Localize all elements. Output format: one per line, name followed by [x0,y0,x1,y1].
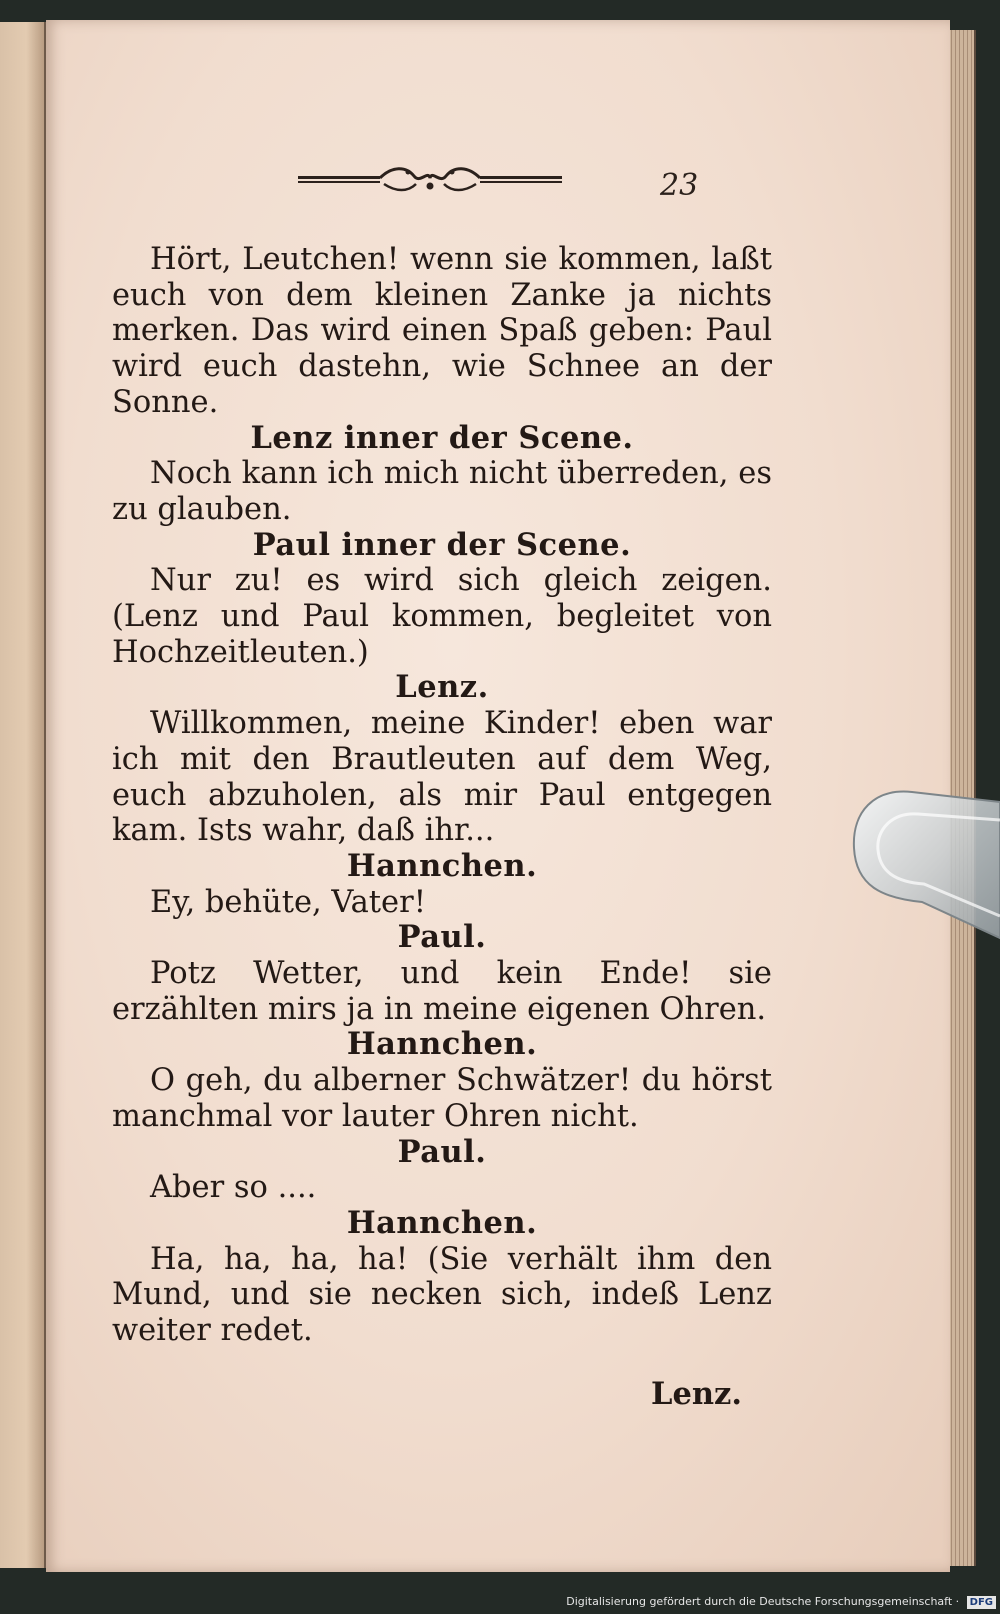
credit-text: Digitalisierung gefördert durch die Deutsche Forschungsgemeinschaft [566,1595,953,1608]
text-paragraph: Ha, ha, ha, ha! (Sie verhält ihm den Mund, und sie necken sich, indeß Lenz weiter redet. [112,1241,772,1349]
catchword: Lenz. [651,1375,742,1412]
page-number: 23 [660,168,699,203]
text-paragraph: Willkommen, meine Kinder! eben war ich mit den Brautleuten auf dem Weg, euch abzuholen, als mir Paul entgegen kam. Ists wahr, daß ihr... [112,706,772,849]
text-paragraph: Ey, behüte, Vater! [150,884,426,920]
text-paragraph: Potz Wetter, und kein Ende! sie erzählten mirs ja in meine eigenen Ohren. [112,956,772,1027]
speaker-heading: Hannchen. [346,847,538,884]
speaker-heading: Lenz. [395,669,489,706]
speaker-heading: Paul inner der Scene. [252,526,632,563]
speaker-heading: Paul. [397,1133,487,1170]
left-facing-page [0,22,46,1568]
text-paragraph: O geh, du alberner Schwätzer! du hörst manchmal vor lauter Ohren nicht. [112,1063,772,1134]
text-paragraph: Nur zu! es wird sich gleich zeigen. (Lenz und Paul kommen, begleitet von Hochzeitleuten.) [112,563,772,670]
dfg-logo: DFG [967,1596,996,1609]
page-text [112,242,772,1413]
book-page [46,20,950,1572]
speaker-heading: Hannchen. [346,1026,538,1063]
speaker-heading: Hannchen. [346,1204,538,1241]
page-clip-icon [852,790,1000,940]
speaker-heading: Paul. [397,919,487,956]
digitization-credit: Digitalisierung gefördert durch die Deutsche Forschungsgemeinschaft · DFG [560,1592,996,1612]
text-paragraph: Hört, Leutchen! wenn sie kommen, laßt euch von dem kleinen Zanke ja nichts merken. Das wird einen Spaß geben: Paul wird euch dastehn, wie Schnee an der Sonne. [112,242,772,420]
text-paragraph: Noch kann ich mich nicht überreden, es zu glauben. [112,456,772,527]
speaker-heading: Lenz inner der Scene. [250,419,634,456]
header-ornament-icon [296,162,564,196]
text-paragraph: Aber so .... [150,1170,317,1206]
